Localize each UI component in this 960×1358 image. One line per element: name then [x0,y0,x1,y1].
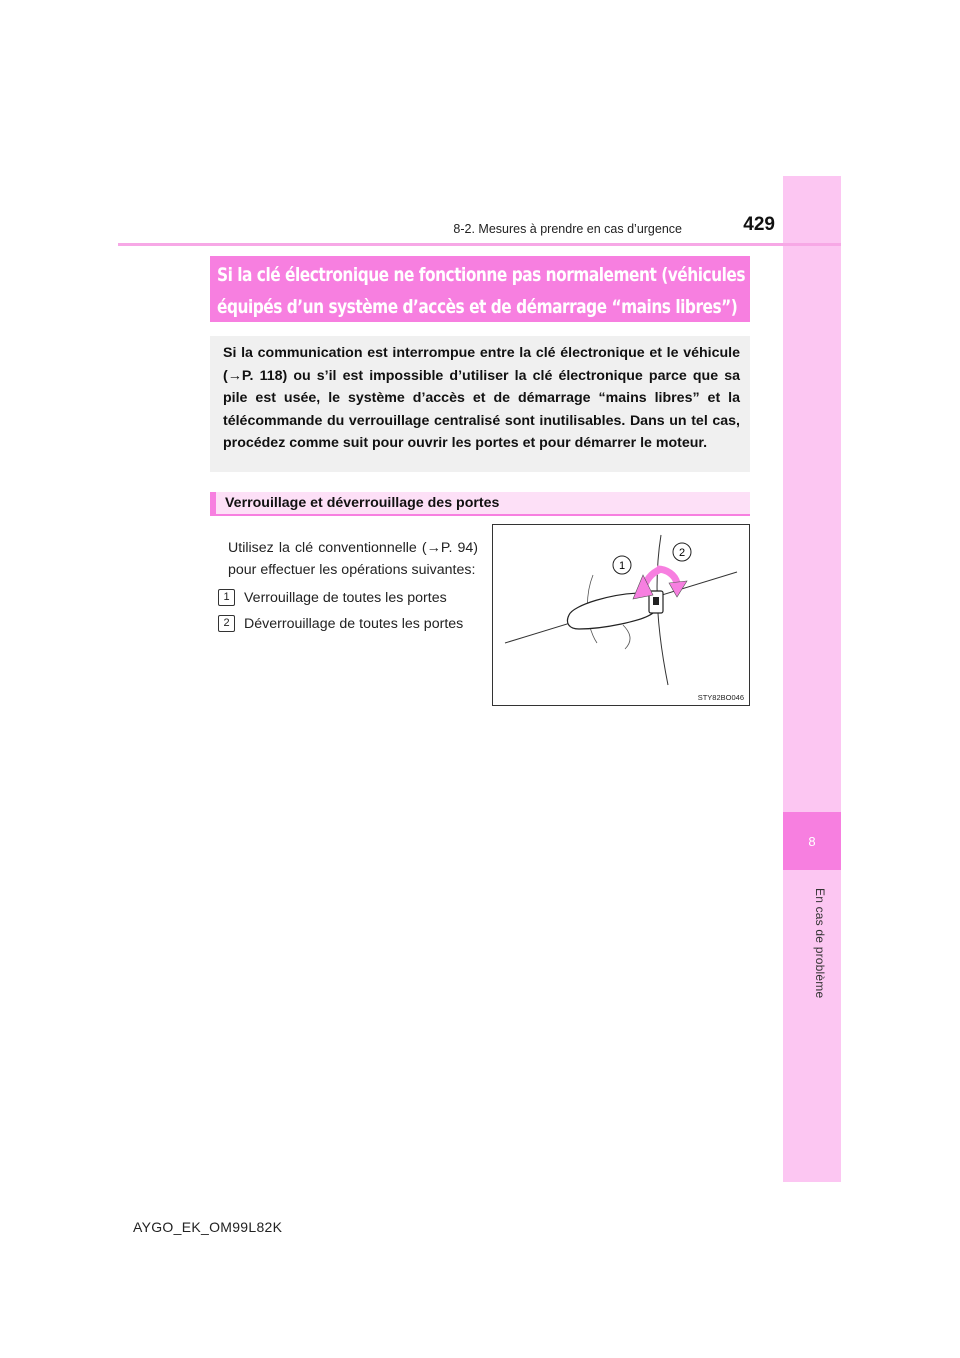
step-number-badge: 1 [218,589,235,606]
figure-code: STY82BO046 [697,693,744,702]
page-number: 429 [743,214,775,235]
step-item-2 [218,615,463,632]
sub-heading: Verrouillage et déverrouillage des portes [210,492,750,516]
title-line-2: équipés d’un système d’accès et de démarrage “mains libres”) [217,296,738,318]
body-text: Utilisez la clé conventionnelle (→P. 94) pour effectuer les opérations suivantes: [228,540,478,578]
step-label: Déverrouillage de toutes les portes [244,615,464,632]
chapter-side-tab [783,176,841,1182]
figure-callout-2: 2 [678,547,686,559]
door-key-illustration [492,524,750,706]
chapter-number: 8 [783,812,841,870]
step-label: Verrouillage de toutes les portes [244,589,447,606]
header-section-title: 8-2. Mesures à prendre en cas d’urgence [453,222,682,236]
chapter-label: En cas de problème [813,888,827,999]
intro-box: Si la communication est interrompue entre la clé électronique et le véhicule (→P. 118) ou s’il est impossible d’utiliser la clé électronique parce que sa pile est usée, le système d’accès et de démarrage “mains libres” et la télécommande du verrouillage centralisé sont inutilisables. Dans un tel cas, procédez comme suit pour ouvrir les portes et pour démarrer le moteur. [210,336,750,472]
title-line-1: Si la clé électronique ne fonctionne pas normalement (véhicules [217,264,746,286]
footer-document-code: AYGO_EK_OM99L82K [133,1219,283,1235]
step-number-badge: 2 [218,615,235,632]
section-title-band [210,256,750,322]
figure-callout-1: 1 [618,560,626,572]
header-divider [118,243,841,246]
door-handle-drawing [493,525,749,705]
step-item-1 [218,589,447,606]
